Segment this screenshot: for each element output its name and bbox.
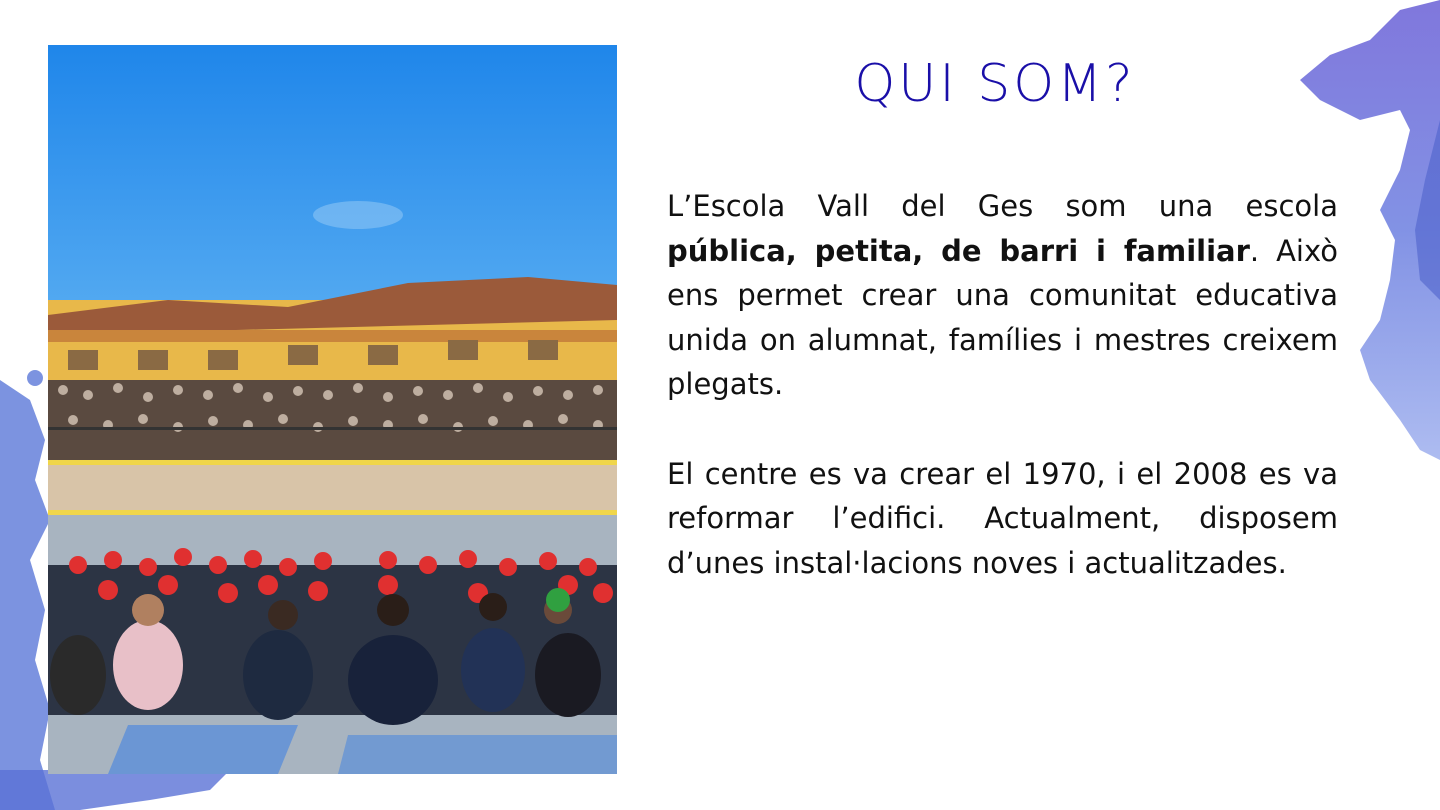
paragraph-intro-end: . Això ens permet crear una comunitat educativa unida on alumnat, famílies i mestres creixem plegats. [667, 233, 1338, 401]
paragraph-intro-bold: pública, petita, de barri i familiar [667, 233, 1250, 268]
paragraph-intro-start: L’Escola Vall del Ges som una escola [667, 189, 1338, 223]
school-event-photo [48, 45, 617, 774]
paragraph-intro [667, 184, 1338, 407]
paragraph-history: El centre es va crear el 1970, i el 2008 es va reformar l’edifici. Actualment, disposem d’unes instal·lacions noves i actualitzades. [667, 456, 1338, 580]
page-title: QUI SOM? [854, 54, 1136, 114]
body-text [667, 184, 1338, 585]
watercolor-decoration-bottom [0, 770, 230, 810]
